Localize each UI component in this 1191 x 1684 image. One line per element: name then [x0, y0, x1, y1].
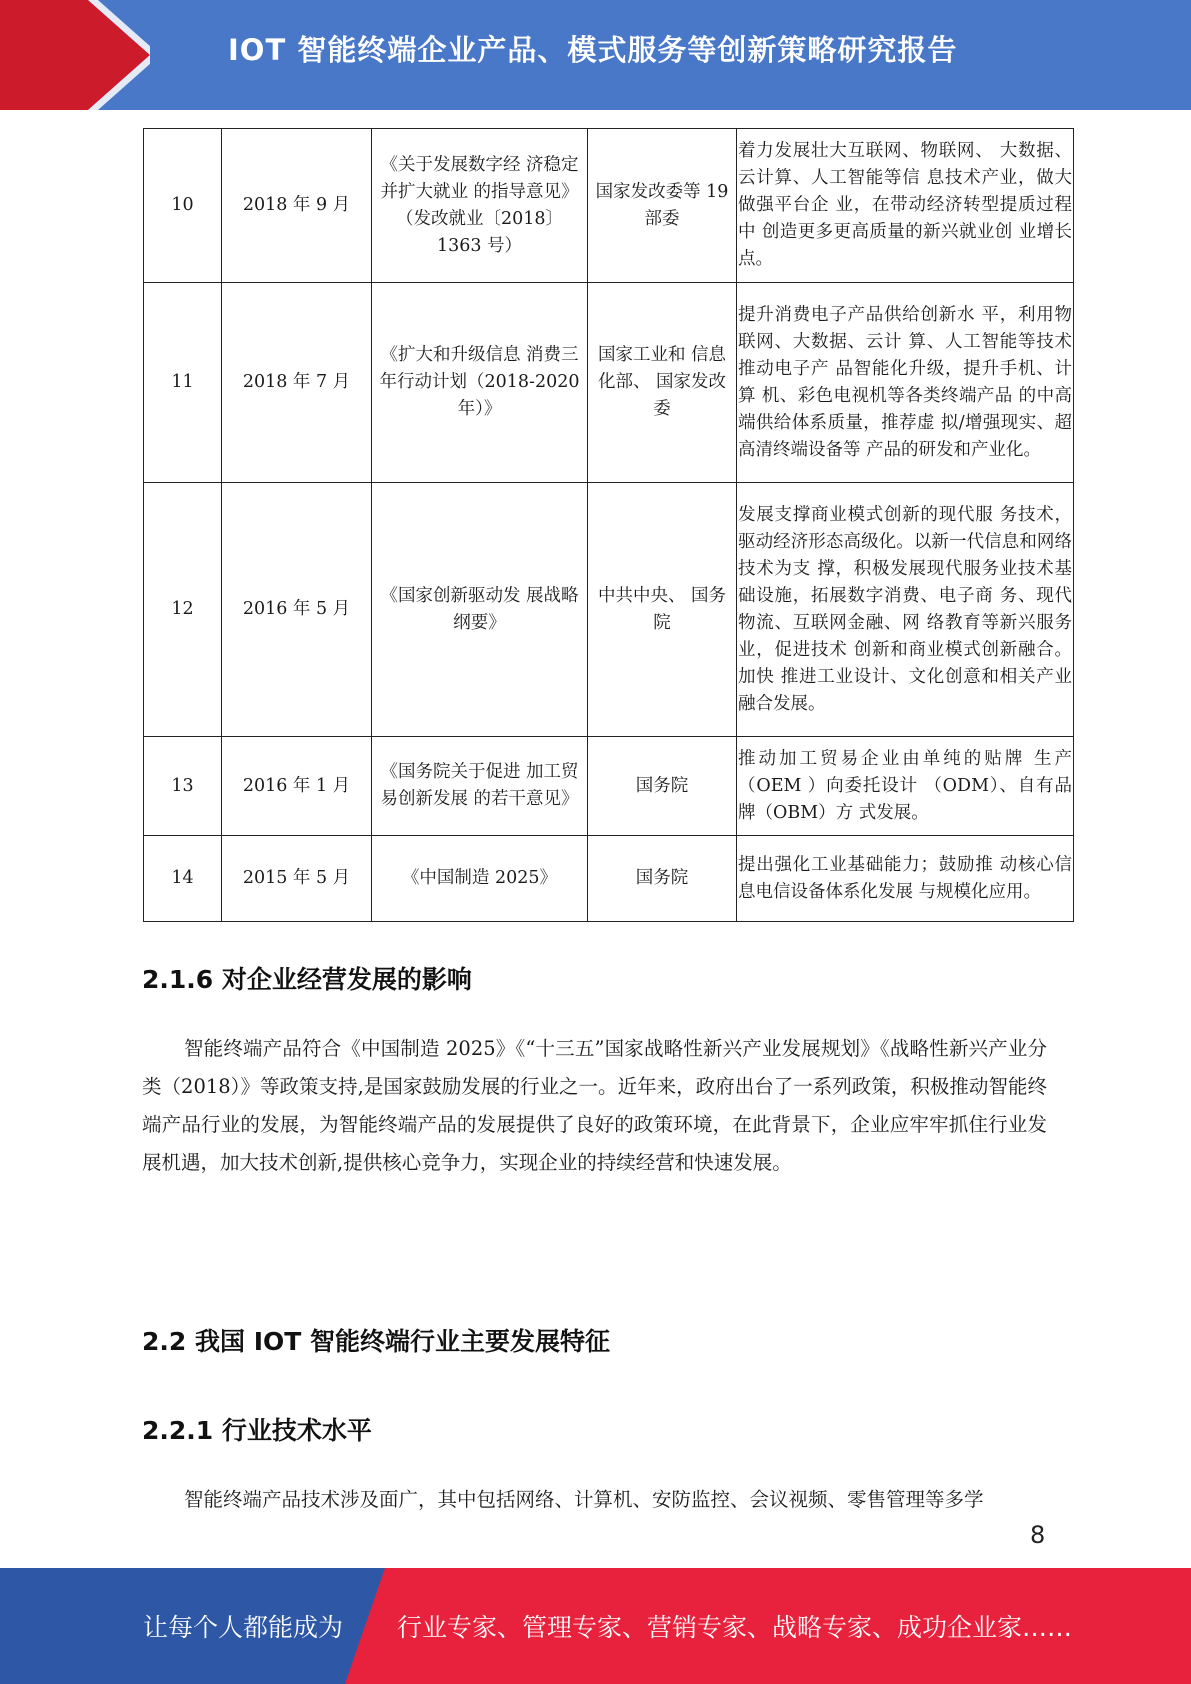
row-description: 提升消费电子产品供给创新水 平，利用物联网、大数据、云计 算、人工智能等技术推动电子产 品智能化升级，提升手机、计算 机、彩色电视机等各类终端产品 的中高端供给体系质量，推荐虚 拟/增强现实、超高清终端设备等 产品的研发和产业化。: [737, 283, 1074, 483]
table-row: [144, 836, 1074, 922]
section-paragraph-2-2-1: 智能终端产品技术涉及面广，其中包括网络、计算机、安防监控、会议视频、零售管理等多学: [184, 1488, 984, 1511]
report-title: IOT 智能终端企业产品、模式服务等创新策略研究报告: [228, 33, 958, 67]
row-date: 2015 年 5 月: [222, 836, 372, 922]
row-issuer: 国务院: [588, 836, 737, 922]
row-date: 2018 年 7 月: [222, 283, 372, 483]
page-header: [0, 0, 1191, 110]
row-date: 2016 年 5 月: [222, 483, 372, 737]
page-footer: [0, 1568, 1191, 1684]
row-document: 《扩大和升级信息 消费三年行动计划（2018-2020 年）》: [372, 283, 588, 483]
row-date: 2018 年 9 月: [222, 129, 372, 283]
row-document: 《国家创新驱动发 展战略纲要》: [372, 483, 588, 737]
row-document: 《中国制造 2025》: [372, 836, 588, 922]
row-document: 《国务院关于促进 加工贸易创新发展 的若干意见》: [372, 737, 588, 836]
row-description: 发展支撑商业模式创新的现代服 务技术，驱动经济形态高级化。以新一代信息和网络技术为支 撑，积极发展现代服务业技术基 础设施，拓展数字消费、电子商 务、现代物流、互联网金融、网 络教育等新兴服务业，促进技术 创新和商业模式创新融合。加快 推进工业设计、文化创意和相关产业融合发展。: [737, 483, 1074, 737]
row-number: 12: [144, 483, 222, 737]
page-number: 8: [1030, 1521, 1046, 1549]
row-number: 11: [144, 283, 222, 483]
table-row: [144, 283, 1074, 483]
row-issuer: 国家发改委等 19 部委: [588, 129, 737, 283]
section-heading-2-2: 2.2 我国 IOT 智能终端行业主要发展特征: [142, 1327, 611, 1356]
section-heading-2-2-1: 2.2.1 行业技术水平: [142, 1416, 372, 1445]
table-row: [144, 737, 1074, 836]
row-description: 提出强化工业基础能力；鼓励推 动核心信息电信设备体系化发展 与规模化应用。: [737, 836, 1074, 922]
header-arrow-decoration: [0, 0, 150, 110]
row-issuer: 中共中央、 国务院: [588, 483, 737, 737]
row-number: 14: [144, 836, 222, 922]
row-description: 推动加工贸易企业由单纯的贴牌 生产（OEM ）向委托设计 （ODM）、自有品牌（OBM）方 式发展。: [737, 737, 1074, 836]
row-number: 13: [144, 737, 222, 836]
table-row: [144, 483, 1074, 737]
row-issuer: 国家工业和 信息化部、 国家发改委: [588, 283, 737, 483]
row-date: 2016 年 1 月: [222, 737, 372, 836]
row-number: 10: [144, 129, 222, 283]
section-heading-2-1-6: 2.1.6 对企业经营发展的影响: [142, 965, 472, 994]
row-document: 《关于发展数字经 济稳定并扩大就业 的指导意见》（发改就业〔2018〕 1363 号）: [372, 129, 588, 283]
footer-slogan-right: 行业专家、管理专家、营销专家、战略专家、成功企业家……: [397, 1613, 1073, 1642]
footer-slogan-left: 让每个人都能成为: [143, 1613, 344, 1642]
section-paragraph-2-1-6: 智能终端产品符合《中国制造 2025》《“十三五”国家战略性新兴产业发展规划》《战略性新兴产业分类（2018）》等政策支持,是国家鼓励发展的行业之一。近年来，政府出台了一系列政策，积极推动智能终端产品行业的发展，为智能终端产品的发展提供了良好的政策环境，在此背景下，企业应牢牢抓住行业发展机遇，加大技术创新,提供核心竞争力，实现企业的持续经营和快速发展。: [142, 1037, 1047, 1174]
row-issuer: 国务院: [588, 737, 737, 836]
table-row: [144, 129, 1074, 283]
row-description: 着力发展壮大互联网、物联网、 大数据、云计算、人工智能等信 息技术产业，做大做强平台企 业，在带动经济转型提质过程中 创造更多更高质量的新兴就业创 业增长点。: [737, 129, 1074, 283]
policy-table: [143, 128, 1074, 922]
